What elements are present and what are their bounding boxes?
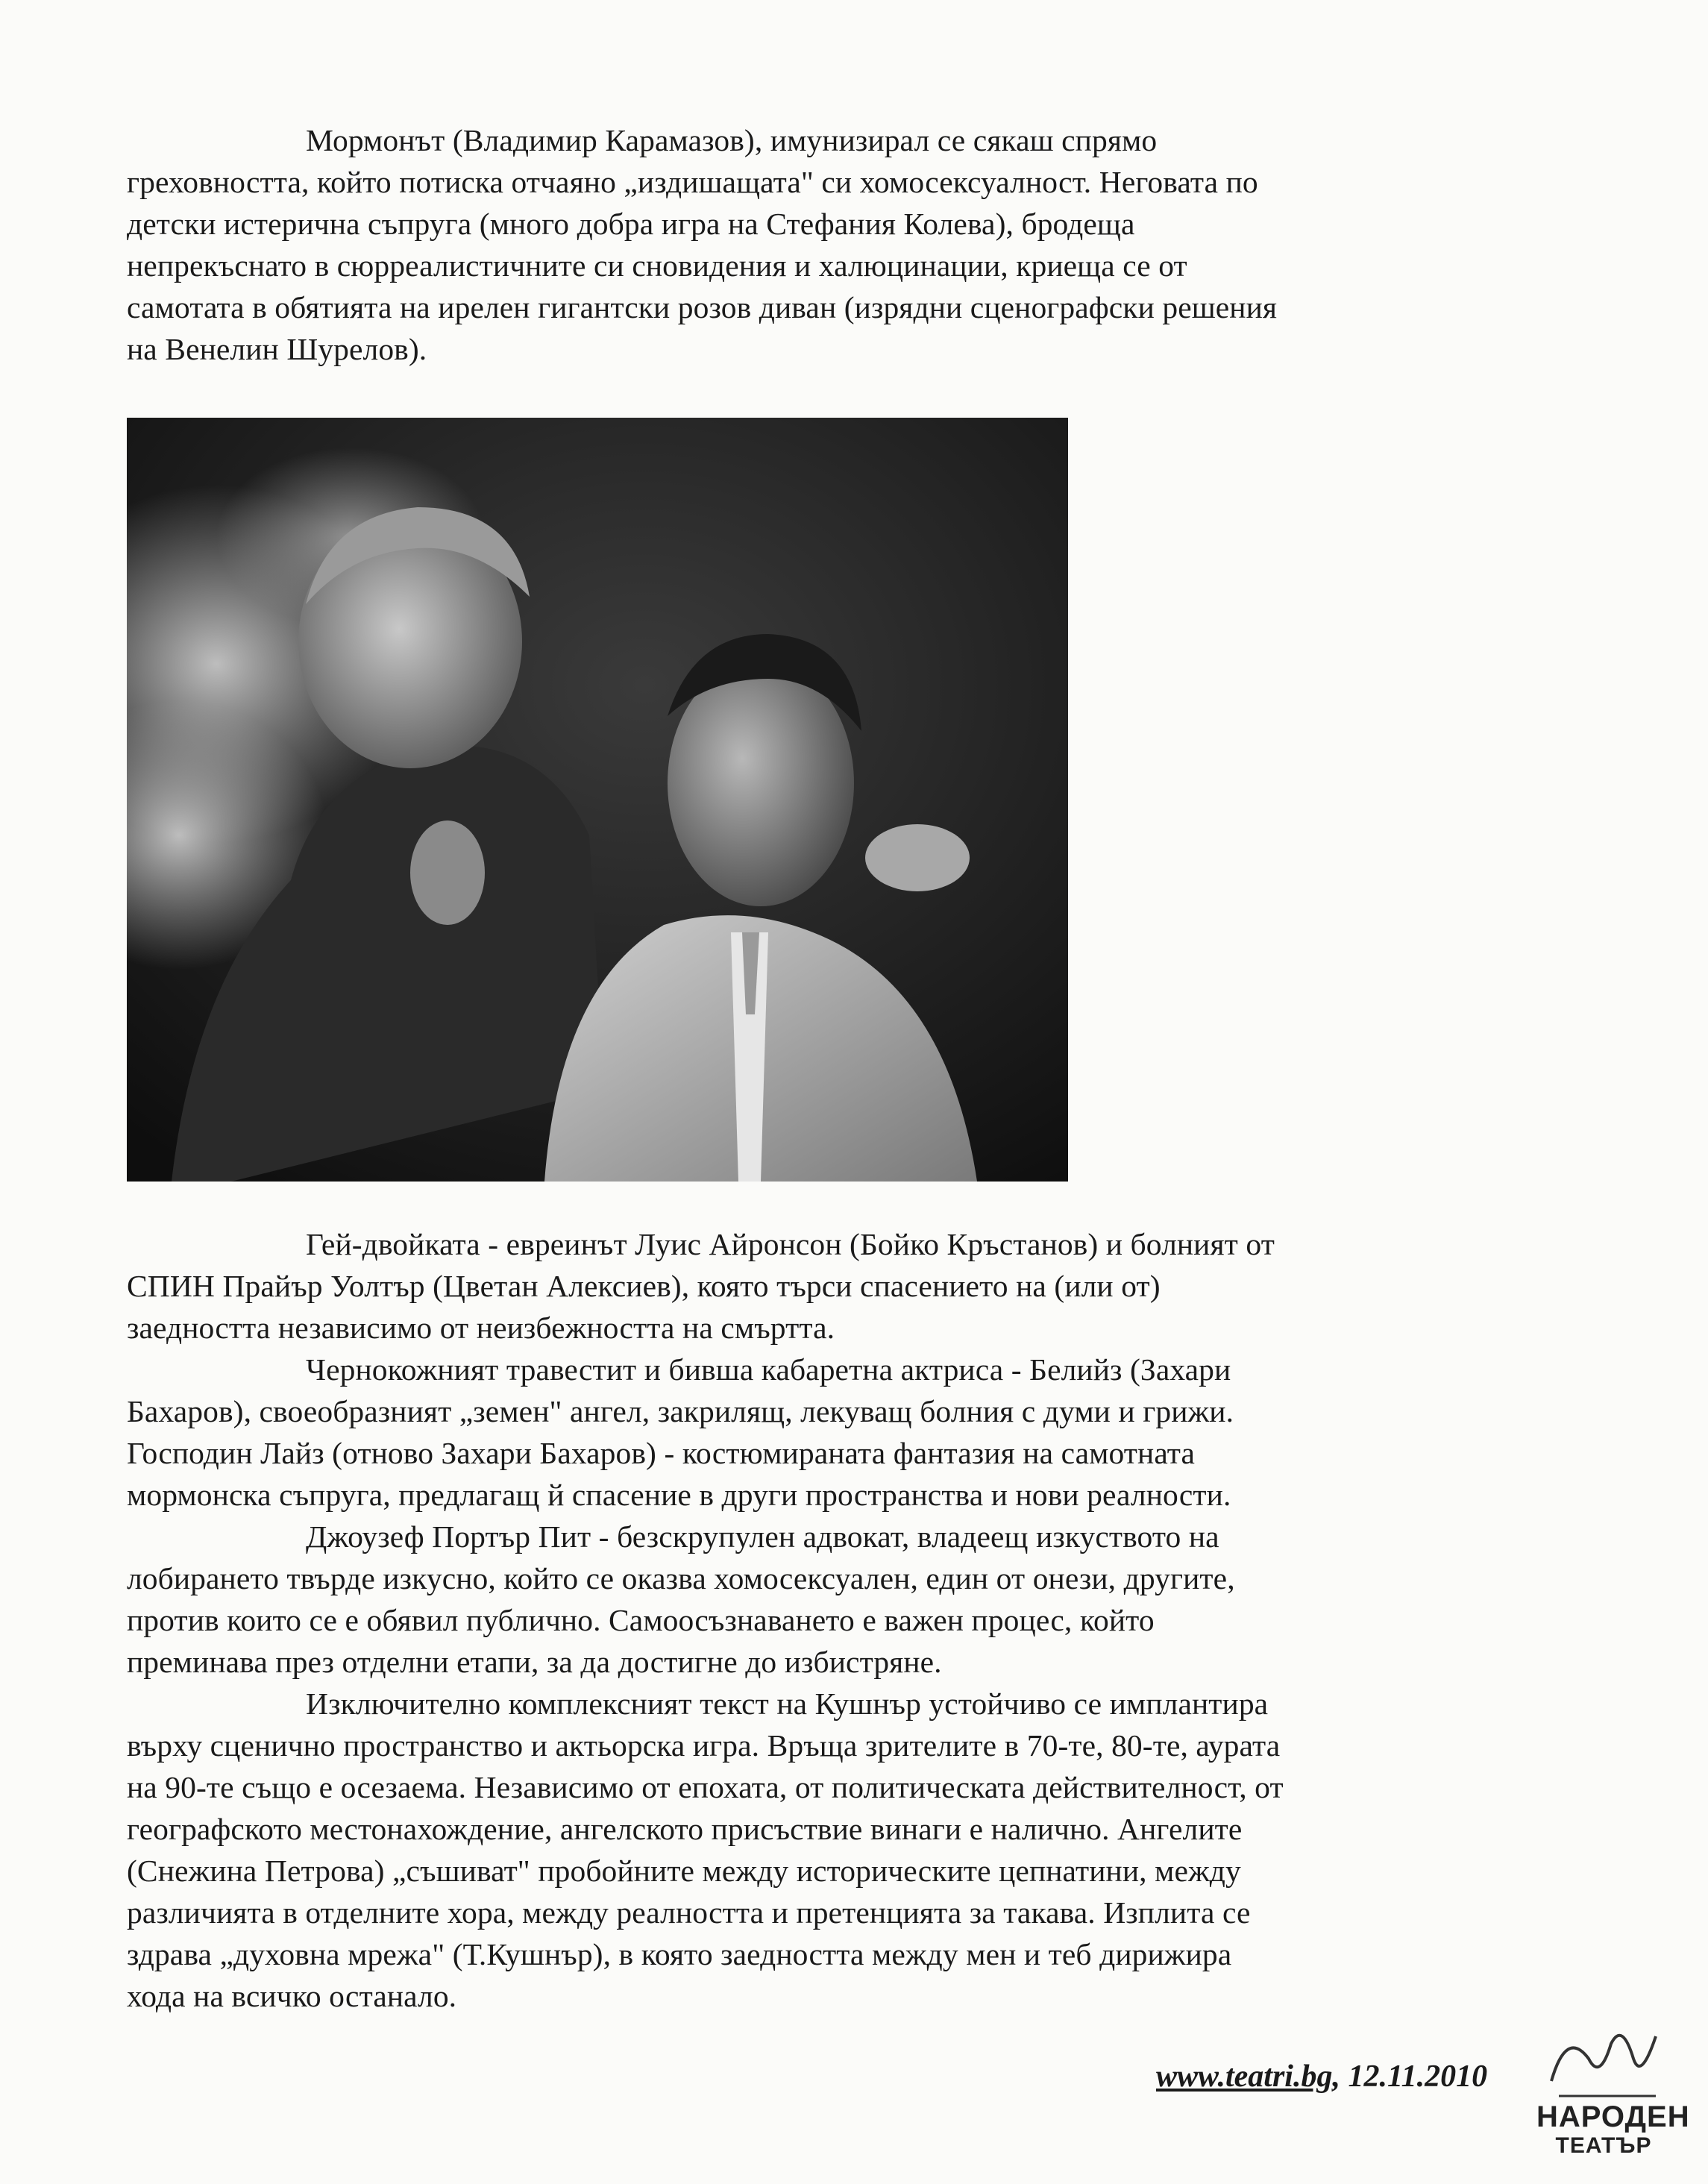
- article-photo: [127, 418, 1068, 1182]
- text-line: заедността независимо от неизбежността на смъртта.: [127, 1311, 835, 1345]
- stamp-label-top: НАРОДЕН: [1536, 2100, 1690, 2133]
- text-line: върху сценично пространство и актьорска игра. Връща зрителите в 70-те, 80-те, аурата: [127, 1728, 1281, 1763]
- text-line: географското местонахождение, ангелското присъствие винаги е налично. Ангелите: [127, 1812, 1243, 1846]
- paragraph-5: [127, 1683, 1581, 2017]
- text-line: Джоузеф Портър Пит - безскрупулен адвокат, владеещ изкуството на: [306, 1519, 1219, 1554]
- source-separator: ,: [1332, 2059, 1348, 2094]
- man-right-face: [668, 660, 854, 906]
- text-line: Бахаров), своеобразният „земен" ангел, закрилящ, лекуващ болния с думи и грижи.: [127, 1394, 1234, 1428]
- text-line: самотата в обятията на ирелен гигантски розов диван (изрядни сценографски решения: [127, 290, 1278, 324]
- hand-on-shoulder: [865, 824, 970, 891]
- text-line: Господин Лайз (отново Захари Бахаров) - костюмираната фантазия на самотната: [127, 1436, 1196, 1470]
- text-line: Мормонът (Владимир Карамазов), имунизирал се сякаш спрямо: [306, 123, 1158, 157]
- source-citation: [1156, 2059, 1487, 2094]
- text-line: греховността, който потиска отчаяно „издишащата" си хомосексуалност. Неговата по: [127, 165, 1258, 199]
- text-line: здрава „духовна мрежа" (Т.Кушнър), в която заедността между мен и теб дирижира: [127, 1937, 1232, 1971]
- text-line: детски истерична съпруга (много добра игра на Стефания Колева), бродеща: [127, 207, 1135, 241]
- text-line: СПИН Прайър Уолтър (Цветан Алексиев), която търси спасението на (или от): [127, 1269, 1161, 1303]
- paragraph-2: [127, 1223, 1581, 1349]
- text-line: (Снежина Петрова) „съшиват" пробойните между историческите цепнатини, между: [127, 1854, 1241, 1888]
- man-left-hand: [410, 820, 485, 925]
- text-line: Гей-двойката - евреинът Луис Айронсон (Бойко Кръстанов) и болният от: [306, 1227, 1275, 1261]
- text-line: Изключително комплексният текст на Кушнър устойчиво се имплантира: [306, 1686, 1269, 1721]
- text-line: хода на всичко останало.: [127, 1979, 457, 2013]
- source-url[interactable]: www.teatri.bg: [1156, 2059, 1333, 2094]
- paragraph-3: [127, 1349, 1581, 1516]
- paragraph-4: [127, 1516, 1581, 1683]
- text-line: непрекъснато в сюрреалистичните си сновидения и халюцинации, криеща се от: [127, 248, 1187, 283]
- text-line: против които се е обявил публично. Самоосъзнаването е важен процес, който: [127, 1603, 1155, 1637]
- text-line: Чернокожният травестит и бивша кабаретна актриса - Белийз (Захари: [306, 1352, 1231, 1387]
- paragraph-1: [127, 119, 1581, 370]
- stamp-label-bottom: ТЕАТЪР: [1555, 2133, 1652, 2158]
- text-line: преминава през отделни етапи, за да достигне до избистряне.: [127, 1645, 942, 1679]
- photo-illustration: [127, 418, 1068, 1182]
- source-date: 12.11.2010: [1348, 2059, 1488, 2094]
- theatre-stamp: [1536, 2014, 1690, 2171]
- text-line: различията в отделните хора, между реалността и претенцията за такава. Изплита се: [127, 1895, 1251, 1930]
- text-line: на 90-те също е осезаема. Независимо от епохата, от политическата действителност, от: [127, 1770, 1284, 1804]
- text-line: лобирането твърде изкусно, който се оказва хомосексуален, един от онези, другите,: [127, 1561, 1235, 1595]
- text-line: мормонска съпруга, предлагащ й спасение в други пространства и нови реалности.: [127, 1478, 1231, 1512]
- text-line: на Венелин Шурелов).: [127, 332, 427, 366]
